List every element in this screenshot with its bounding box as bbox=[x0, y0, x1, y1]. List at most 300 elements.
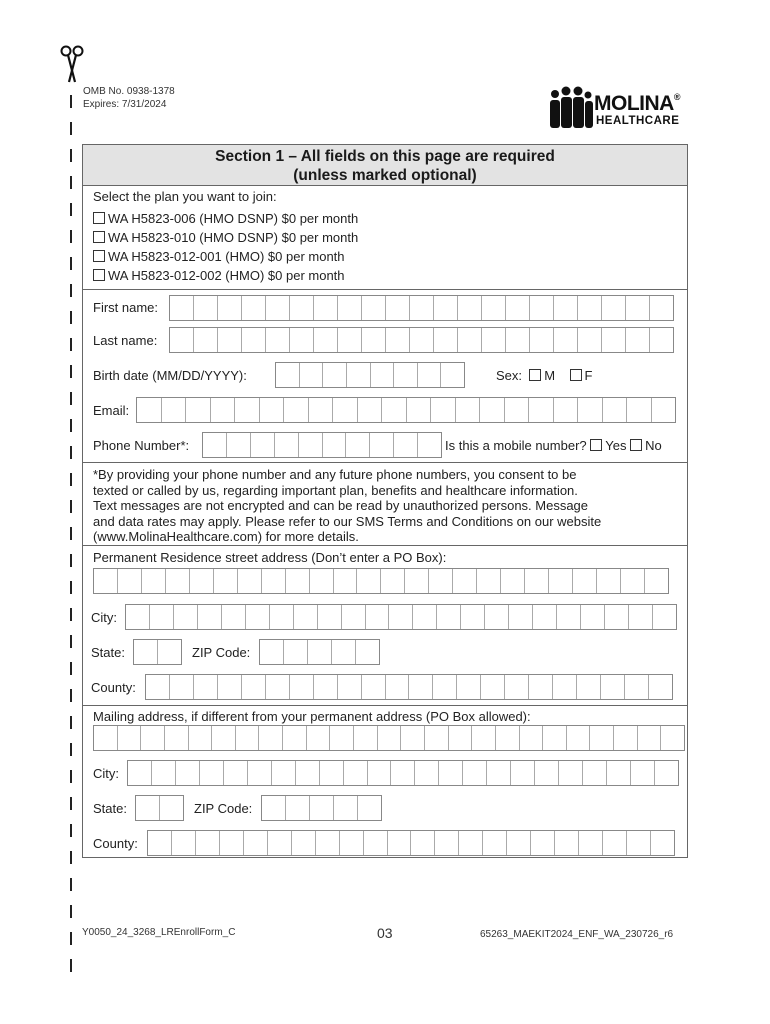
char-box[interactable] bbox=[194, 675, 218, 699]
char-box[interactable] bbox=[433, 675, 457, 699]
char-box[interactable] bbox=[260, 398, 285, 422]
char-box[interactable] bbox=[601, 675, 625, 699]
omb-expires: Expires: 7/31/2024 bbox=[83, 99, 167, 110]
char-box[interactable] bbox=[308, 640, 332, 664]
char-box[interactable] bbox=[160, 796, 183, 820]
char-box[interactable] bbox=[137, 398, 162, 422]
char-box[interactable] bbox=[597, 569, 621, 593]
char-box[interactable] bbox=[294, 605, 318, 629]
char-box[interactable] bbox=[300, 363, 324, 387]
char-box[interactable] bbox=[242, 675, 266, 699]
mobile-question bbox=[445, 438, 662, 453]
permanent-zip-label: ZIP Code: bbox=[192, 645, 251, 660]
char-box[interactable] bbox=[170, 675, 194, 699]
char-box[interactable] bbox=[224, 761, 248, 785]
char-box[interactable] bbox=[338, 296, 362, 320]
char-box[interactable] bbox=[196, 831, 220, 855]
char-box[interactable] bbox=[118, 569, 142, 593]
char-box[interactable] bbox=[166, 569, 190, 593]
permanent-zip-input[interactable] bbox=[259, 639, 380, 665]
char-box[interactable] bbox=[555, 831, 579, 855]
mailing-city-input[interactable] bbox=[127, 760, 679, 786]
char-box[interactable] bbox=[650, 328, 673, 352]
page-number: 03 bbox=[377, 925, 393, 941]
section-title-line1: Section 1 – All fields on this page are required bbox=[215, 148, 555, 165]
char-box[interactable] bbox=[653, 605, 676, 629]
char-box[interactable] bbox=[310, 796, 334, 820]
char-box[interactable] bbox=[248, 761, 272, 785]
char-box[interactable] bbox=[346, 433, 370, 457]
char-box[interactable] bbox=[418, 363, 442, 387]
mobile-yes-label: Yes bbox=[605, 438, 627, 453]
char-box[interactable] bbox=[549, 569, 573, 593]
char-box[interactable] bbox=[434, 328, 458, 352]
char-box[interactable] bbox=[457, 675, 481, 699]
mobile-yes-checkbox[interactable] bbox=[590, 439, 602, 451]
char-box[interactable] bbox=[530, 328, 554, 352]
char-box[interactable] bbox=[577, 675, 601, 699]
char-box[interactable] bbox=[200, 761, 224, 785]
divider bbox=[83, 462, 687, 463]
first-name-label: First name: bbox=[93, 300, 159, 315]
footer-form-code: Y0050_24_3268_LREnrollForm_C bbox=[82, 927, 236, 938]
char-box[interactable] bbox=[458, 328, 482, 352]
char-box[interactable] bbox=[136, 796, 160, 820]
char-box[interactable] bbox=[296, 761, 320, 785]
char-box[interactable] bbox=[418, 433, 441, 457]
char-box[interactable] bbox=[626, 328, 650, 352]
section-title-line2: (unless marked optional) bbox=[293, 167, 477, 184]
char-box[interactable] bbox=[212, 726, 236, 750]
char-box[interactable] bbox=[323, 363, 347, 387]
char-box[interactable] bbox=[411, 831, 435, 855]
char-box[interactable] bbox=[342, 605, 366, 629]
char-box[interactable] bbox=[579, 831, 603, 855]
divider bbox=[83, 705, 687, 706]
char-box[interactable] bbox=[286, 569, 310, 593]
char-box[interactable] bbox=[405, 569, 429, 593]
char-box[interactable] bbox=[553, 675, 577, 699]
char-box[interactable] bbox=[603, 398, 628, 422]
char-box[interactable] bbox=[235, 398, 260, 422]
char-box[interactable] bbox=[501, 569, 525, 593]
sex-f-label: F bbox=[584, 368, 593, 383]
plan-prompt: Select the plan you want to join: bbox=[93, 189, 277, 204]
char-box[interactable] bbox=[439, 761, 463, 785]
char-box[interactable] bbox=[259, 726, 283, 750]
plan-option[interactable] bbox=[93, 249, 345, 264]
char-box[interactable] bbox=[520, 726, 544, 750]
char-box[interactable] bbox=[477, 569, 501, 593]
mobile-no-label: No bbox=[645, 438, 662, 453]
char-box[interactable] bbox=[198, 605, 222, 629]
char-box[interactable] bbox=[578, 398, 603, 422]
char-box[interactable] bbox=[530, 296, 554, 320]
char-box[interactable] bbox=[190, 569, 214, 593]
char-box[interactable] bbox=[266, 296, 290, 320]
char-box[interactable] bbox=[554, 328, 578, 352]
char-box[interactable] bbox=[431, 398, 456, 422]
char-box[interactable] bbox=[194, 296, 218, 320]
char-box[interactable] bbox=[276, 363, 300, 387]
char-box[interactable] bbox=[220, 831, 244, 855]
char-box[interactable] bbox=[661, 726, 684, 750]
molina-logo bbox=[548, 86, 688, 130]
char-box[interactable] bbox=[211, 398, 236, 422]
char-box[interactable] bbox=[410, 296, 434, 320]
char-box[interactable] bbox=[242, 296, 266, 320]
char-box[interactable] bbox=[525, 569, 549, 593]
email-label: Email: bbox=[93, 403, 130, 418]
char-box[interactable] bbox=[194, 328, 218, 352]
char-box[interactable] bbox=[401, 726, 425, 750]
char-box[interactable] bbox=[358, 398, 383, 422]
char-box[interactable] bbox=[214, 569, 238, 593]
mailing-address-heading: Mailing address, if different from your permanent address (PO Box allowed): bbox=[93, 709, 531, 724]
sex-m-label: M bbox=[544, 368, 556, 383]
mobile-no-checkbox[interactable] bbox=[630, 439, 642, 451]
char-box[interactable] bbox=[246, 605, 270, 629]
char-box[interactable] bbox=[567, 726, 591, 750]
first-name-input[interactable] bbox=[169, 295, 674, 321]
phone-input[interactable] bbox=[202, 432, 442, 458]
char-box[interactable] bbox=[299, 433, 323, 457]
char-box[interactable] bbox=[625, 675, 649, 699]
char-box[interactable] bbox=[330, 726, 354, 750]
char-box[interactable] bbox=[126, 605, 150, 629]
char-box[interactable] bbox=[583, 761, 607, 785]
plan-option[interactable] bbox=[93, 268, 345, 283]
char-box[interactable] bbox=[358, 796, 381, 820]
char-box[interactable] bbox=[413, 605, 437, 629]
char-box[interactable] bbox=[141, 726, 165, 750]
char-box[interactable] bbox=[386, 675, 410, 699]
sex-field bbox=[496, 368, 593, 383]
permanent-city-label: City: bbox=[91, 610, 117, 625]
char-box[interactable] bbox=[435, 831, 459, 855]
char-box[interactable] bbox=[94, 726, 118, 750]
char-box[interactable] bbox=[511, 761, 535, 785]
char-box[interactable] bbox=[529, 675, 553, 699]
char-box[interactable] bbox=[128, 761, 152, 785]
char-box[interactable] bbox=[535, 761, 559, 785]
char-box[interactable] bbox=[533, 605, 557, 629]
char-box[interactable] bbox=[629, 605, 653, 629]
char-box[interactable] bbox=[362, 328, 386, 352]
mailing-state-label: State: bbox=[93, 801, 127, 816]
char-box[interactable] bbox=[621, 569, 645, 593]
char-box[interactable] bbox=[480, 398, 505, 422]
char-box[interactable] bbox=[236, 726, 260, 750]
char-box[interactable] bbox=[222, 605, 246, 629]
char-box[interactable] bbox=[441, 363, 464, 387]
cut-line bbox=[70, 95, 72, 985]
char-box[interactable] bbox=[505, 675, 529, 699]
char-box[interactable] bbox=[334, 569, 358, 593]
char-box[interactable] bbox=[218, 328, 242, 352]
char-box[interactable] bbox=[434, 296, 458, 320]
char-box[interactable] bbox=[394, 363, 418, 387]
plan-option[interactable] bbox=[93, 211, 358, 226]
char-box[interactable] bbox=[543, 726, 567, 750]
char-box[interactable] bbox=[290, 328, 314, 352]
char-box[interactable] bbox=[189, 726, 213, 750]
char-box[interactable] bbox=[371, 363, 395, 387]
char-box[interactable] bbox=[262, 796, 286, 820]
char-box[interactable] bbox=[316, 831, 340, 855]
checkbox[interactable] bbox=[93, 212, 105, 224]
char-box[interactable] bbox=[509, 605, 533, 629]
char-box[interactable] bbox=[655, 761, 678, 785]
char-box[interactable] bbox=[332, 640, 356, 664]
char-box[interactable] bbox=[366, 605, 390, 629]
char-box[interactable] bbox=[94, 569, 118, 593]
char-box[interactable] bbox=[262, 569, 286, 593]
char-box[interactable] bbox=[347, 363, 371, 387]
omb-number: OMB No. 0938-1378 bbox=[83, 86, 175, 97]
char-box[interactable] bbox=[307, 726, 331, 750]
char-box[interactable] bbox=[482, 328, 506, 352]
char-box[interactable] bbox=[142, 569, 166, 593]
plan-option-label: WA H5823-006 (HMO DSNP) $0 per month bbox=[108, 211, 359, 226]
char-box[interactable] bbox=[578, 328, 602, 352]
char-box[interactable] bbox=[170, 296, 194, 320]
char-box[interactable] bbox=[645, 569, 668, 593]
char-box[interactable] bbox=[459, 831, 483, 855]
char-box[interactable] bbox=[602, 328, 626, 352]
char-box[interactable] bbox=[487, 761, 511, 785]
mailing-state-input[interactable] bbox=[135, 795, 184, 821]
char-box[interactable] bbox=[338, 328, 362, 352]
permanent-street-input[interactable] bbox=[93, 568, 669, 594]
char-box[interactable] bbox=[506, 328, 530, 352]
char-box[interactable] bbox=[506, 296, 530, 320]
char-box[interactable] bbox=[531, 831, 555, 855]
char-box[interactable] bbox=[320, 761, 344, 785]
divider bbox=[83, 545, 687, 546]
char-box[interactable] bbox=[238, 569, 262, 593]
char-box[interactable] bbox=[357, 569, 381, 593]
char-box[interactable] bbox=[557, 605, 581, 629]
char-box[interactable] bbox=[482, 296, 506, 320]
char-box[interactable] bbox=[283, 726, 307, 750]
char-box[interactable] bbox=[456, 398, 481, 422]
char-box[interactable] bbox=[370, 433, 394, 457]
char-box[interactable] bbox=[244, 831, 268, 855]
char-box[interactable] bbox=[218, 296, 242, 320]
char-box[interactable] bbox=[386, 328, 410, 352]
char-box[interactable] bbox=[270, 605, 294, 629]
char-box[interactable] bbox=[437, 605, 461, 629]
char-box[interactable] bbox=[152, 761, 176, 785]
logo-mark: ® bbox=[673, 92, 680, 102]
char-box[interactable] bbox=[275, 433, 299, 457]
char-box[interactable] bbox=[362, 296, 386, 320]
char-box[interactable] bbox=[554, 398, 579, 422]
char-box[interactable] bbox=[227, 433, 251, 457]
char-box[interactable] bbox=[483, 831, 507, 855]
char-box[interactable] bbox=[203, 433, 227, 457]
mailing-county-label: County: bbox=[93, 836, 138, 851]
birth-date-input[interactable] bbox=[275, 362, 465, 388]
char-box[interactable] bbox=[314, 296, 338, 320]
char-box[interactable] bbox=[284, 398, 309, 422]
permanent-county-input[interactable] bbox=[145, 674, 673, 700]
char-box[interactable] bbox=[603, 831, 627, 855]
char-box[interactable] bbox=[409, 675, 433, 699]
char-box[interactable] bbox=[505, 398, 530, 422]
divider bbox=[83, 289, 687, 290]
char-box[interactable] bbox=[496, 726, 520, 750]
char-box[interactable] bbox=[425, 726, 449, 750]
checkbox[interactable] bbox=[93, 231, 105, 243]
char-box[interactable] bbox=[162, 398, 187, 422]
char-box[interactable] bbox=[170, 328, 194, 352]
char-box[interactable] bbox=[554, 296, 578, 320]
permanent-state-label: State: bbox=[91, 645, 125, 660]
char-box[interactable] bbox=[391, 761, 415, 785]
mailing-street-input[interactable] bbox=[93, 725, 685, 751]
char-box[interactable] bbox=[485, 605, 509, 629]
char-box[interactable] bbox=[386, 296, 410, 320]
char-box[interactable] bbox=[354, 726, 378, 750]
molina-people-icon bbox=[548, 86, 594, 130]
char-box[interactable] bbox=[251, 433, 275, 457]
char-box[interactable] bbox=[389, 605, 413, 629]
sex-f-checkbox[interactable] bbox=[570, 369, 582, 381]
char-box[interactable] bbox=[290, 675, 314, 699]
email-input[interactable] bbox=[136, 397, 676, 423]
char-box[interactable] bbox=[651, 831, 674, 855]
char-box[interactable] bbox=[461, 605, 485, 629]
char-box[interactable] bbox=[148, 831, 172, 855]
char-box[interactable] bbox=[627, 831, 651, 855]
char-box[interactable] bbox=[272, 761, 296, 785]
char-box[interactable] bbox=[286, 796, 310, 820]
char-box[interactable] bbox=[292, 831, 316, 855]
char-box[interactable] bbox=[368, 761, 392, 785]
char-box[interactable] bbox=[314, 328, 338, 352]
char-box[interactable] bbox=[602, 296, 626, 320]
char-box[interactable] bbox=[449, 726, 473, 750]
char-box[interactable] bbox=[410, 328, 434, 352]
plan-option-label: WA H5823-012-001 (HMO) $0 per month bbox=[108, 249, 345, 264]
mailing-zip-input[interactable] bbox=[261, 795, 382, 821]
sex-label: Sex: bbox=[496, 368, 523, 383]
permanent-city-input[interactable] bbox=[125, 604, 677, 630]
char-box[interactable] bbox=[607, 761, 631, 785]
char-box[interactable] bbox=[388, 831, 412, 855]
last-name-label: Last name: bbox=[93, 333, 158, 348]
char-box[interactable] bbox=[338, 675, 362, 699]
char-box[interactable] bbox=[626, 296, 650, 320]
char-box[interactable] bbox=[266, 328, 290, 352]
char-box[interactable] bbox=[559, 761, 583, 785]
char-box[interactable] bbox=[318, 605, 342, 629]
char-box[interactable] bbox=[394, 433, 418, 457]
char-box[interactable] bbox=[165, 726, 189, 750]
logo-tagline: HEALTHCARE bbox=[596, 115, 680, 127]
char-box[interactable] bbox=[529, 398, 554, 422]
char-box[interactable] bbox=[134, 640, 158, 664]
char-box[interactable] bbox=[650, 296, 673, 320]
plan-option[interactable] bbox=[93, 230, 358, 245]
char-box[interactable] bbox=[638, 726, 662, 750]
char-box[interactable] bbox=[614, 726, 638, 750]
char-box[interactable] bbox=[378, 726, 402, 750]
char-box[interactable] bbox=[186, 398, 211, 422]
char-box[interactable] bbox=[334, 796, 358, 820]
scissors-icon bbox=[58, 44, 86, 84]
char-box[interactable] bbox=[453, 569, 477, 593]
permanent-county-label: County: bbox=[91, 680, 136, 695]
char-box[interactable] bbox=[310, 569, 334, 593]
char-box[interactable] bbox=[578, 296, 602, 320]
char-box[interactable] bbox=[172, 831, 196, 855]
section-1-form bbox=[82, 144, 688, 858]
char-box[interactable] bbox=[150, 605, 174, 629]
char-box[interactable] bbox=[458, 296, 482, 320]
char-box[interactable] bbox=[507, 831, 531, 855]
char-box[interactable] bbox=[415, 761, 439, 785]
char-box[interactable] bbox=[268, 831, 292, 855]
char-box[interactable] bbox=[344, 761, 368, 785]
char-box[interactable] bbox=[581, 605, 605, 629]
last-name-input[interactable] bbox=[169, 327, 674, 353]
mailing-county-input[interactable] bbox=[147, 830, 675, 856]
char-box[interactable] bbox=[266, 675, 290, 699]
checkbox[interactable] bbox=[93, 269, 105, 281]
char-box[interactable] bbox=[649, 675, 672, 699]
char-box[interactable] bbox=[605, 605, 629, 629]
char-box[interactable] bbox=[333, 398, 358, 422]
checkbox[interactable] bbox=[93, 250, 105, 262]
char-box[interactable] bbox=[284, 640, 308, 664]
char-box[interactable] bbox=[146, 675, 170, 699]
plan-option-label: WA H5823-010 (HMO DSNP) $0 per month bbox=[108, 230, 359, 245]
char-box[interactable] bbox=[340, 831, 364, 855]
char-box[interactable] bbox=[407, 398, 432, 422]
sex-m-checkbox[interactable] bbox=[529, 369, 541, 381]
char-box[interactable] bbox=[260, 640, 284, 664]
char-box[interactable] bbox=[218, 675, 242, 699]
char-box[interactable] bbox=[573, 569, 597, 593]
char-box[interactable] bbox=[364, 831, 388, 855]
char-box[interactable] bbox=[631, 761, 655, 785]
char-box[interactable] bbox=[242, 328, 266, 352]
char-box[interactable] bbox=[627, 398, 652, 422]
char-box[interactable] bbox=[472, 726, 496, 750]
char-box[interactable] bbox=[118, 726, 142, 750]
char-box[interactable] bbox=[382, 398, 407, 422]
char-box[interactable] bbox=[174, 605, 198, 629]
char-box[interactable] bbox=[429, 569, 453, 593]
char-box[interactable] bbox=[323, 433, 347, 457]
char-box[interactable] bbox=[652, 398, 676, 422]
char-box[interactable] bbox=[158, 640, 181, 664]
char-box[interactable] bbox=[356, 640, 379, 664]
char-box[interactable] bbox=[590, 726, 614, 750]
char-box[interactable] bbox=[309, 398, 334, 422]
char-box[interactable] bbox=[176, 761, 200, 785]
permanent-state-input[interactable] bbox=[133, 639, 182, 665]
char-box[interactable] bbox=[290, 296, 314, 320]
char-box[interactable] bbox=[314, 675, 338, 699]
char-box[interactable] bbox=[362, 675, 386, 699]
char-box[interactable] bbox=[463, 761, 487, 785]
char-box[interactable] bbox=[381, 569, 405, 593]
char-box[interactable] bbox=[481, 675, 505, 699]
